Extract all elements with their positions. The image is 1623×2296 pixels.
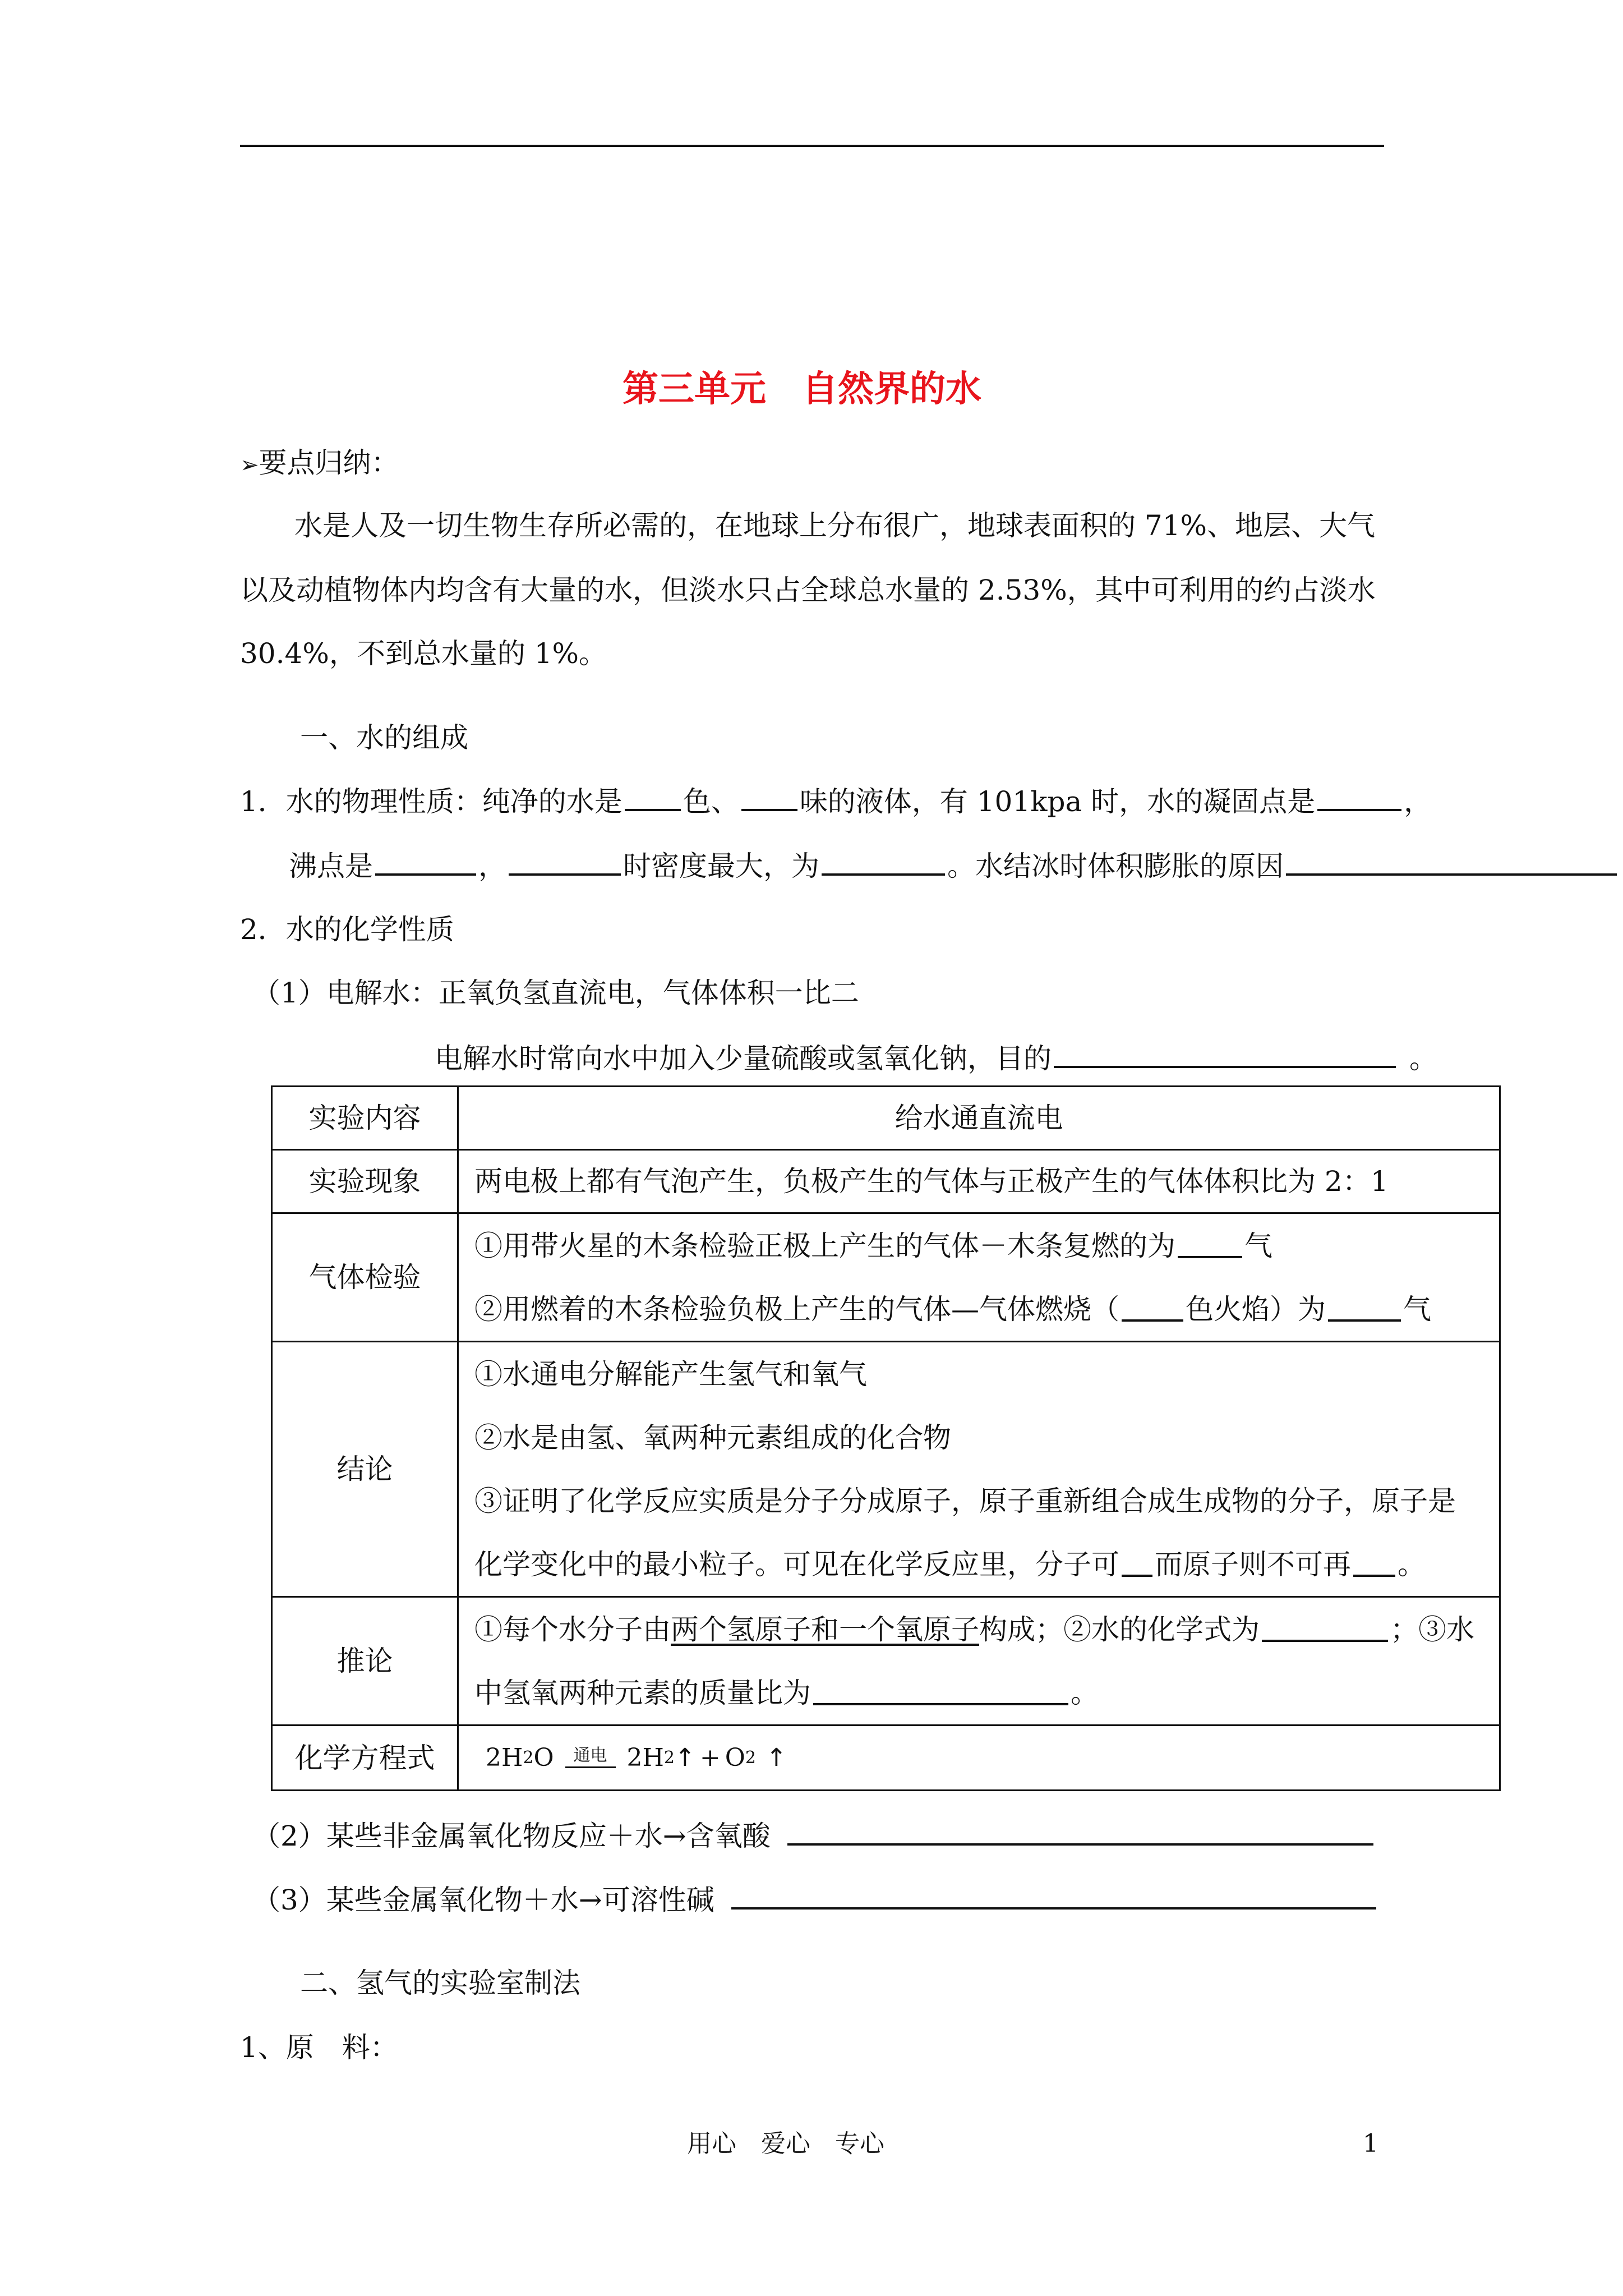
section-heading-2: 二、氢气的实验室制法 — [300, 1967, 580, 1999]
blank-oxyacid[interactable] — [787, 1821, 1373, 1846]
row-label-equation: 化学方程式 — [272, 1726, 458, 1791]
row-value-conclusion — [458, 1342, 1500, 1597]
metal-oxide-line: （3）某些金属氧化物＋水→可溶性碱 — [252, 1885, 1378, 1914]
blank-boiling-point[interactable] — [375, 851, 476, 876]
row-value-inference — [458, 1597, 1500, 1726]
arrow-bullet-icon: ➢ — [240, 452, 259, 478]
physical-properties-line-1: 1．水的物理性质：纯净的水是 色、 味的液体，有 101kpa 时，水的凝固点是 ， — [240, 785, 1432, 818]
row-label-content: 实验内容 — [272, 1087, 458, 1150]
footer-motto: 用心 爱心 专心 — [687, 2129, 884, 2158]
table-row — [272, 1726, 1500, 1791]
raw-materials-line: 1、原 料： — [240, 2031, 398, 2064]
nonmetal-oxide-line: （2）某些非金属氧化物反应＋水→含氧酸 — [252, 1821, 1376, 1850]
intro-line-2: 以及动植物体内均含有大量的水，但淡水只占全球总水量的 2.53%，其中可利用的约占淡水 — [240, 574, 1376, 606]
row-label-inference: 推论 — [272, 1597, 458, 1726]
table-row — [272, 1597, 1500, 1726]
page-title: 第三单元 自然界的水 — [623, 369, 981, 410]
inference-line-2: 中氢氧两种元素的质量比为 。 — [474, 1676, 1099, 1709]
underlined-composition: 两个氢原子和一个氧原子 — [671, 1613, 979, 1646]
gas-test-line-2: ②用燃着的木条检验负极上产生的气体—气体燃烧（ 色火焰）为 气 — [474, 1292, 1431, 1326]
blank-expansion-reason[interactable] — [1286, 851, 1617, 876]
row-value-content: 给水通直流电 — [458, 1087, 1500, 1150]
section-heading-1: 一、水的组成 — [300, 721, 468, 754]
table-row — [272, 1342, 1500, 1597]
table-row — [272, 1150, 1500, 1213]
blank-max-density-temp[interactable] — [509, 851, 621, 876]
blank-color[interactable] — [625, 786, 681, 811]
table-row — [272, 1213, 1500, 1342]
blank-taste[interactable] — [741, 786, 797, 811]
blank-mass-ratio[interactable] — [813, 1681, 1068, 1705]
blank-purpose[interactable] — [1054, 1043, 1396, 1068]
blank-water-formula[interactable] — [1262, 1617, 1388, 1642]
row-value-equation — [458, 1726, 1500, 1791]
physical-properties-line-2: 沸点是 ， 时密度最大，为 。水结冰时体积膨胀的原因 — [289, 851, 1619, 880]
gas-up-arrow-icon: ↑ — [675, 1743, 695, 1772]
header-rule — [240, 145, 1384, 147]
conclusion-line-1: ①水通电分解能产生氢气和氧气 — [474, 1358, 867, 1391]
blank-freezing-point[interactable] — [1317, 786, 1401, 811]
inference-line-1: ①每个水分子由 两个氢原子和一个氧原子 构成；②水的化学式为 ；③水 — [474, 1613, 1474, 1646]
intro-line-3: 30.4%，不到总水量的 1%。 — [240, 637, 607, 670]
row-value-gas-test — [458, 1213, 1500, 1342]
summary-heading: ➢要点归纳： — [240, 447, 399, 479]
intro-line-1: 水是人及一切生物生存所必需的，在地球上分布很广，地球表面积的 71%、地层、大气 — [294, 509, 1376, 542]
blank-flame-color[interactable] — [1122, 1297, 1183, 1322]
blank-molecule-divisible[interactable] — [1122, 1552, 1152, 1577]
page-number: 1 — [1363, 2129, 1378, 2158]
blank-atom-indivisible[interactable] — [1353, 1552, 1395, 1577]
conclusion-line-2: ②水是由氢、氧两种元素组成的化合物 — [474, 1421, 951, 1454]
chemical-equation: 2H 2 O 通电 2H 2 ↑ + O 2 ↑ — [486, 1743, 787, 1772]
electrolysis-heading: （1）电解水：正氧负氢直流电，气体体积一比二 — [252, 977, 859, 1009]
chemical-properties-heading: 2．水的化学性质 — [240, 913, 454, 946]
gas-test-line-1: ①用带火星的木条检验正极上产生的气体－木条复燃的为 气 — [474, 1229, 1272, 1262]
row-label-phenomenon: 实验现象 — [272, 1150, 458, 1213]
gas-up-arrow-icon: ↑ — [766, 1743, 787, 1772]
table-row — [272, 1087, 1500, 1150]
blank-max-density[interactable] — [822, 851, 945, 876]
conclusion-line-4: 化学变化中的最小粒子。可见在化学反应里，分子可 而原子则不可再 。 — [474, 1548, 1426, 1581]
blank-positive-gas[interactable] — [1178, 1234, 1242, 1258]
conclusion-line-3: ③证明了化学反应实质是分子分成原子，原子重新组合成生成物的分子，原子是 — [474, 1484, 1456, 1517]
electrolysis-table — [271, 1085, 1501, 1791]
blank-negative-gas[interactable] — [1328, 1297, 1401, 1322]
blank-soluble-base[interactable] — [731, 1885, 1376, 1910]
reaction-condition: 通电 — [565, 1747, 616, 1768]
electrolysis-note: 电解水时常向水中加入少量硫酸或氢氧化钠，目的 。 — [435, 1042, 1437, 1075]
row-value-phenomenon: 两电极上都有气泡产生，负极产生的气体与正极产生的气体体积比为 2：1 — [458, 1150, 1500, 1213]
row-label-conclusion: 结论 — [272, 1342, 458, 1597]
row-label-gas-test: 气体检验 — [272, 1213, 458, 1342]
